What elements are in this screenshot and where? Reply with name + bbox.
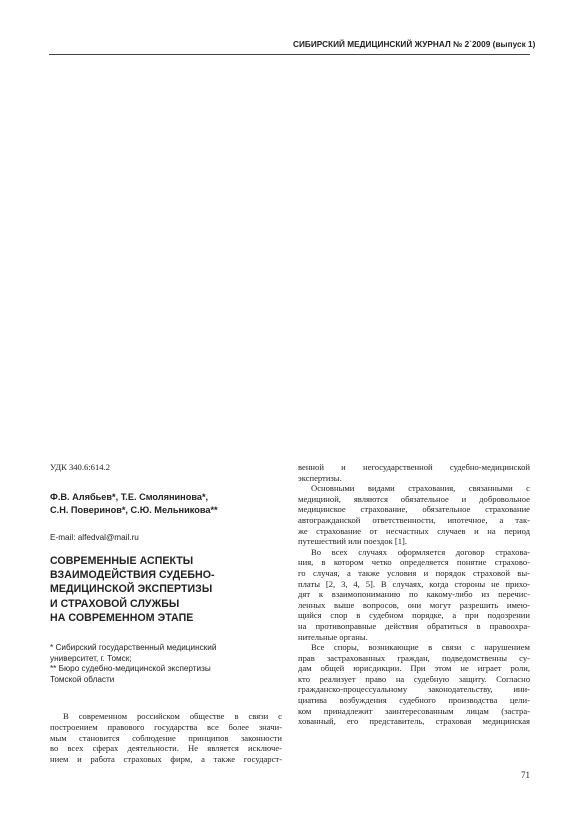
body-line: мым становится соблюдение принципов законности [50, 732, 282, 743]
body-line: медицинское страхование, обязательное страхование [298, 504, 530, 515]
journal-header: СИБИРСКИЙ МЕДИЦИНСКИЙ ЖУРНАЛ № 2`2009 (выпуск 1) [293, 40, 536, 49]
body-line: же страхование от несчастных случаев и на период [298, 525, 530, 536]
authors-line: Ф.В. Алябьев*, Т.Е. Смолянинова*, [50, 492, 209, 502]
body-line: нительные органы. [298, 631, 368, 642]
affiliation-line: университет, г. Томск; [50, 653, 132, 663]
body-line: циатива возбуждения судебного производства цели- [298, 695, 530, 706]
page-number: 71 [521, 770, 530, 780]
body-line: гражданско-процессуальному законодательству, ини- [298, 684, 530, 695]
authors-line: С.Н. Поверинов*, С.Ю. Мельникова** [50, 504, 218, 515]
title-line: НА СОВРЕМЕННОМ ЭТАПЕ [50, 611, 194, 624]
body-line: ния, в котором четко определяется понятие страхово- [298, 557, 530, 568]
author-email: E-mail: alfedval@mail.ru [50, 533, 139, 542]
authors [50, 491, 282, 516]
body-line: дам общей юрисдикции. При этом не играет роли, [298, 663, 530, 674]
left-column [50, 462, 282, 764]
body-paragraph [298, 483, 530, 547]
article-title [50, 554, 282, 625]
title-line: МЕДИЦИНСКОЙ ЭКСПЕРТИЗЫ [50, 583, 213, 596]
body-paragraph [298, 462, 530, 483]
body-line: Все споры, возникающие в связи с нарушением [311, 642, 530, 653]
body-line: путешествий или поездок [1]. [298, 536, 408, 547]
udc-code: УДК 340.6:614.2 [50, 462, 111, 472]
header-rule [49, 54, 530, 55]
affiliation-line: Томской области [50, 674, 115, 684]
body-line: дят к взаимопониманию по какому-либо из перечис- [298, 589, 530, 600]
body-line: Во всех случаях оформляется договор страхова- [311, 546, 530, 557]
body-line: ком принадлежит заинтересованным лицам (застра- [298, 705, 530, 716]
body-line: построением правового государства все более значи- [50, 721, 282, 732]
body-line: медициной, являются обязательное и добровольное [298, 493, 530, 504]
affiliations [50, 643, 282, 685]
body-line: на противоправные действия обратиться в правоохра- [298, 620, 530, 631]
affiliation-line: ** Бюро судебно-медицинской экспертизы [50, 664, 211, 674]
title-line: И СТРАХОВОЙ СЛУЖБЫ [50, 597, 180, 610]
body-paragraph [298, 547, 530, 642]
body-line: го случая, а также условия и порядок страховой вы- [298, 567, 530, 578]
affiliation-line: * Сибирский государственный медицинский [50, 643, 217, 653]
body-paragraph [50, 711, 282, 764]
body-line: Основными видами страхования, связанными с [311, 483, 530, 494]
body-line: кто реализует право на судебную защиту. Согласно [298, 673, 530, 684]
body-line: ленных выше вопросов, они могут разрешить имею- [298, 599, 530, 610]
body-line: автогражданской ответственности, ипотечное, а так- [298, 514, 530, 525]
body-line: нием и работа страховых фирм, а также государст- [50, 753, 282, 764]
body-line: во всех сферах деятельности. Не является исключе- [50, 743, 282, 754]
body-paragraph [298, 642, 530, 727]
right-column [298, 462, 530, 727]
body-line: В современном российском обществе в связи с [63, 711, 282, 722]
title-line: ВЗАИМОДЕЙСТВИЯ СУДЕБНО- [50, 569, 215, 582]
title-line: СОВРЕМЕННЫЕ АСПЕКТЫ [50, 555, 194, 567]
body-line: экспертизы. [298, 472, 342, 483]
body-line: платы [2, 3, 4, 5]. В случаях, когда стороны не прихо- [298, 578, 530, 589]
body-line: хованный, его представитель, страховая медицинская [298, 716, 530, 727]
body-line: щийся спор в судебном порядке, а при подозрении [298, 610, 530, 621]
body-line: прав застрахованных граждан, подведомственны су- [298, 652, 530, 663]
body-line: венной и негосударственной судебно-медицинской [298, 462, 530, 472]
